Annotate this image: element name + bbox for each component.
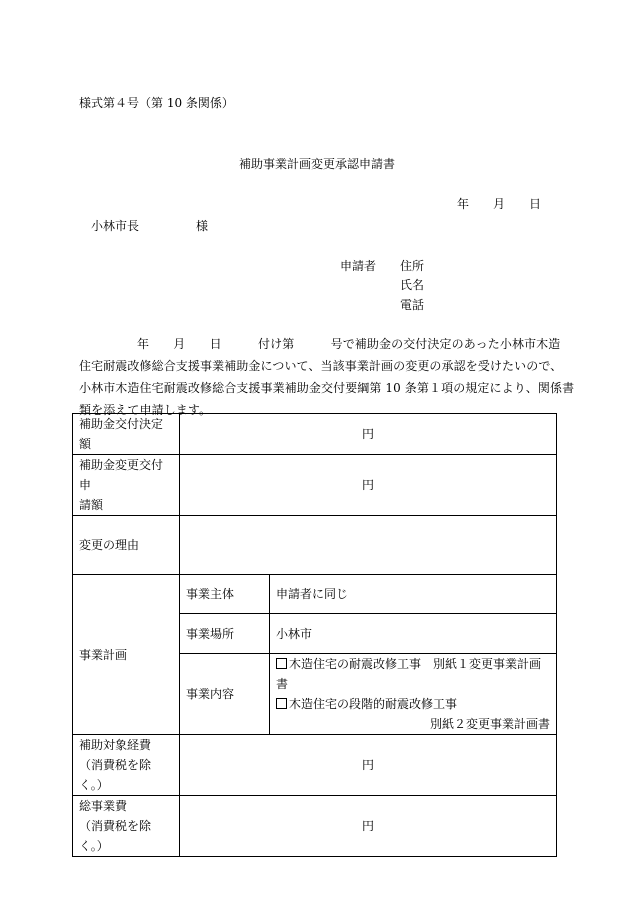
- checkbox-icon[interactable]: [276, 698, 287, 709]
- decided-amount-row: [73, 414, 557, 455]
- plan-label: 事業計画: [73, 575, 180, 735]
- subsidy-cost-label: 補助対象経費 （消費税を除く。）: [73, 735, 180, 796]
- plan-content-option-staged-note: 別紙２変更事業計画書: [429, 717, 550, 731]
- paragraph-line: 類を添えて申請します。: [79, 403, 212, 417]
- total-cost-value[interactable]: [180, 796, 557, 857]
- document-title: 補助事業計画変更承認申請書: [239, 157, 396, 171]
- checkbox-icon[interactable]: [276, 658, 287, 669]
- addressee-name: 小林市長: [91, 219, 140, 233]
- plan-subject-row: [73, 575, 557, 614]
- decided-amount-label: 補助金交付決定額: [73, 414, 180, 455]
- changed-amount-value[interactable]: [180, 455, 557, 516]
- plan-location-label: 事業場所: [180, 614, 270, 654]
- applicant-address-label: 住所: [400, 259, 425, 273]
- applicant-label: 申請者: [340, 259, 377, 273]
- applicant-phone-label: 電話: [400, 298, 425, 312]
- plan-content-option-seismic[interactable]: 木造住宅の耐震改修工事 別紙１変更事業計画書: [276, 657, 542, 691]
- plan-subject-label: 事業主体: [180, 575, 270, 614]
- date-year-label: 年: [457, 197, 470, 211]
- yen-unit: 円: [361, 478, 374, 492]
- paragraph-line: 小林市木造住宅耐震改修総合支援事業補助金交付要綱第 10 条第１項の規定により、関係書: [79, 381, 575, 395]
- plan-content-label: 事業内容: [180, 654, 270, 735]
- reason-row: [73, 516, 557, 575]
- reason-label: 変更の理由: [73, 516, 180, 575]
- paragraph-line: 年 月 日 付け第 号で補助金の交付決定のあった小林市木造: [137, 337, 561, 351]
- yen-unit: 円: [361, 819, 374, 833]
- changed-amount-row: [73, 455, 557, 516]
- changed-amount-label: 補助金変更交付申 請額: [73, 455, 180, 516]
- plan-content-options: [270, 654, 557, 735]
- plan-subject-value: 申請者に同じ: [270, 575, 557, 614]
- paragraph-line: 住宅耐震改修総合支援事業補助金について、当該事業計画の変更の承認を受けたいので、: [79, 359, 563, 373]
- application-table: [72, 413, 557, 857]
- form-number: 様式第４号（第 10 条関係）: [79, 96, 234, 110]
- total-cost-row: [73, 796, 557, 857]
- decided-amount-value[interactable]: [180, 414, 557, 455]
- total-cost-label: 総事業費 （消費税を除く。）: [73, 796, 180, 857]
- yen-unit: 円: [361, 427, 374, 441]
- addressee-honorific: 様: [196, 219, 209, 233]
- date-month-label: 月: [493, 197, 506, 211]
- yen-unit: 円: [361, 758, 374, 772]
- plan-location-value: 小林市: [270, 614, 557, 654]
- subsidy-cost-value[interactable]: [180, 735, 557, 796]
- reason-value[interactable]: [180, 516, 557, 575]
- plan-content-option-staged[interactable]: 木造住宅の段階的耐震改修工事: [276, 694, 550, 714]
- applicant-name-label: 氏名: [400, 278, 425, 292]
- application-paragraph: [79, 333, 575, 421]
- date-day-label: 日: [529, 197, 542, 211]
- subsidy-cost-row: [73, 735, 557, 796]
